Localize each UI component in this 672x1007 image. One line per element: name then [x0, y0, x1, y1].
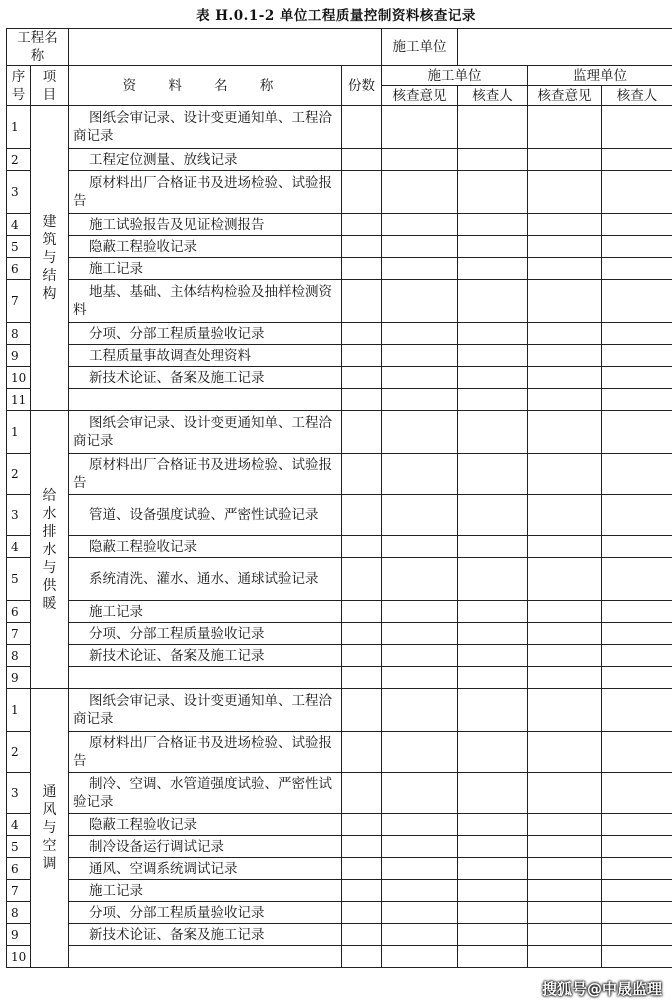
table-row	[7, 236, 672, 258]
doc-name-cell	[69, 902, 342, 924]
doc-name-text: 新技术论证、备案及施工记录	[89, 647, 265, 664]
quality-control-table	[6, 28, 672, 968]
row-number: 2	[7, 149, 31, 171]
supervision-opinion-cell[interactable]	[528, 667, 602, 689]
doc-name-cell	[69, 280, 342, 323]
construction-reviewer-cell[interactable]	[458, 106, 528, 149]
construction-reviewer-cell[interactable]	[458, 773, 528, 814]
copies-cell[interactable]	[342, 689, 382, 732]
construction-opinion-cell[interactable]	[382, 389, 458, 411]
construction-opinion-cell[interactable]	[382, 106, 458, 149]
construction-reviewer-cell[interactable]	[458, 902, 528, 924]
supervision-opinion-cell[interactable]	[528, 214, 602, 236]
table-row	[7, 149, 672, 171]
copies-cell[interactable]	[342, 946, 382, 968]
supervision-reviewer-cell[interactable]	[602, 536, 672, 558]
construction-opinion-cell[interactable]	[382, 280, 458, 323]
construction-reviewer-cell[interactable]	[458, 689, 528, 732]
construction-opinion-cell[interactable]	[382, 880, 458, 902]
row-number: 6	[7, 258, 31, 280]
row-number: 6	[7, 858, 31, 880]
table-row	[7, 924, 672, 946]
supervision-opinion-cell[interactable]	[528, 858, 602, 880]
table-row	[7, 814, 672, 836]
supervision-opinion-cell[interactable]	[528, 323, 602, 345]
doc-name-text	[73, 392, 89, 408]
section-name	[31, 411, 69, 689]
doc-name-cell	[69, 946, 342, 968]
construction-reviewer-cell[interactable]	[458, 732, 528, 773]
copies-cell[interactable]	[342, 214, 382, 236]
construction-opinion-cell[interactable]	[382, 323, 458, 345]
supervision-reviewer-cell[interactable]	[602, 345, 672, 367]
row-number: 7	[7, 880, 31, 902]
construction-opinion-cell[interactable]	[382, 946, 458, 968]
table-row	[7, 345, 672, 367]
supervision-reviewer-cell[interactable]	[602, 454, 672, 495]
supervision-reviewer-cell[interactable]	[602, 601, 672, 623]
doc-name-cell	[69, 689, 342, 732]
supervision-review-opinion-header: 核查意见	[528, 86, 602, 106]
construction-opinion-cell[interactable]	[382, 367, 458, 389]
project-info-row	[7, 29, 672, 66]
copies-cell[interactable]	[342, 149, 382, 171]
copies-cell[interactable]	[342, 236, 382, 258]
construction-reviewer-cell[interactable]	[458, 880, 528, 902]
row-number: 4	[7, 536, 31, 558]
doc-name-cell	[69, 411, 342, 454]
copies-cell[interactable]	[342, 667, 382, 689]
supervision-reviewer-cell[interactable]	[602, 367, 672, 389]
supervision-opinion-cell[interactable]	[528, 149, 602, 171]
table-row	[7, 454, 672, 495]
row-number: 6	[7, 601, 31, 623]
doc-name-cell	[69, 924, 342, 946]
construction-opinion-cell[interactable]	[382, 411, 458, 454]
supervision-opinion-cell[interactable]	[528, 345, 602, 367]
supervision-reviewer-cell[interactable]	[602, 149, 672, 171]
supervision-reviewer-cell[interactable]	[602, 946, 672, 968]
table-row	[7, 495, 672, 536]
doc-name-text: 图纸会审记录、设计变更通知单、工程洽商记录	[73, 693, 332, 727]
construction-opinion-cell[interactable]	[382, 214, 458, 236]
doc-name-cell	[69, 171, 342, 214]
doc-name-cell	[69, 389, 342, 411]
row-number: 3	[7, 773, 31, 814]
construction-opinion-cell[interactable]	[382, 601, 458, 623]
section-name-text: 通风与空调	[42, 784, 57, 872]
doc-name-cell	[69, 149, 342, 171]
construction-opinion-cell[interactable]	[382, 773, 458, 814]
row-number: 7	[7, 280, 31, 323]
doc-name-text: 工程质量事故调查处理资料	[89, 347, 251, 364]
doc-name-cell	[69, 495, 342, 536]
construction-reviewer-cell[interactable]	[458, 411, 528, 454]
supervision-reviewer-cell[interactable]	[602, 411, 672, 454]
construction-reviewer-cell[interactable]	[458, 149, 528, 171]
construction-reviewer-cell[interactable]	[458, 924, 528, 946]
doc-name-cell	[69, 558, 342, 601]
supervision-reviewer-cell[interactable]	[602, 236, 672, 258]
supervision-opinion-cell[interactable]	[528, 623, 602, 645]
supervision-opinion-cell[interactable]	[528, 880, 602, 902]
copies-cell[interactable]	[342, 836, 382, 858]
doc-name-text: 地基、基础、主体结构检验及抽样检测资料	[73, 284, 332, 318]
doc-name-text: 新技术论证、备案及施工记录	[89, 926, 265, 943]
construction-opinion-cell[interactable]	[382, 536, 458, 558]
supervision-reviewer-cell[interactable]	[602, 773, 672, 814]
construction-opinion-cell[interactable]	[382, 732, 458, 773]
supervision-opinion-cell[interactable]	[528, 411, 602, 454]
copies-cell[interactable]	[342, 171, 382, 214]
construction-reviewer-cell[interactable]	[458, 367, 528, 389]
doc-name-text: 管道、设备强度试验、严密性试验记录	[89, 507, 319, 523]
construction-reviewer-cell[interactable]	[458, 345, 528, 367]
construction-opinion-cell[interactable]	[382, 149, 458, 171]
table-row	[7, 171, 672, 214]
doc-name-cell	[69, 367, 342, 389]
supervision-reviewer-cell[interactable]	[602, 836, 672, 858]
section-name-text: 建筑与结构	[42, 214, 57, 302]
doc-name-text: 原材料出厂合格证书及进场检验、试验报告	[73, 457, 332, 491]
copies-cell[interactable]	[342, 902, 382, 924]
table-row	[7, 214, 672, 236]
construction-reviewer-cell[interactable]	[458, 171, 528, 214]
table-row	[7, 323, 672, 345]
construction-opinion-cell[interactable]	[382, 495, 458, 536]
construction-opinion-cell[interactable]	[382, 689, 458, 732]
doc-name-cell	[69, 601, 342, 623]
row-number: 8	[7, 323, 31, 345]
doc-name-text	[73, 949, 89, 965]
doc-name-cell	[69, 536, 342, 558]
construction-reviewer-cell[interactable]	[458, 214, 528, 236]
construction-reviewer-cell[interactable]	[458, 623, 528, 645]
doc-name-cell	[69, 732, 342, 773]
supervision-reviewer-cell[interactable]	[602, 558, 672, 601]
construction-opinion-cell[interactable]	[382, 345, 458, 367]
construction-opinion-cell[interactable]	[382, 454, 458, 495]
supervision-opinion-cell[interactable]	[528, 536, 602, 558]
doc-name-text: 隐蔽工程验收记录	[89, 238, 197, 255]
supervision-opinion-cell[interactable]	[528, 902, 602, 924]
copies-cell[interactable]	[342, 258, 382, 280]
table-row	[7, 623, 672, 645]
table-row	[7, 858, 672, 880]
table-row	[7, 258, 672, 280]
table-row	[7, 836, 672, 858]
copies-cell[interactable]	[342, 601, 382, 623]
watermark: 搜狐号@中晟监理	[541, 980, 662, 998]
construction-reviewer-cell[interactable]	[458, 836, 528, 858]
supervision-reviewer-cell[interactable]	[602, 902, 672, 924]
row-number: 3	[7, 495, 31, 536]
project-name-label: 工程名称	[7, 29, 69, 66]
row-number: 9	[7, 667, 31, 689]
doc-name-text: 制冷、空调、水管道强度试验、严密性试验记录	[73, 776, 332, 810]
doc-name-text: 图纸会审记录、设计变更通知单、工程洽商记录	[73, 415, 332, 449]
supervision-opinion-cell[interactable]	[528, 836, 602, 858]
construction-reviewer-cell[interactable]	[458, 601, 528, 623]
row-number: 7	[7, 623, 31, 645]
doc-name-cell	[69, 323, 342, 345]
construction-opinion-cell[interactable]	[382, 645, 458, 667]
doc-name-text: 制冷设备运行调试记录	[89, 838, 224, 855]
table-row	[7, 773, 672, 814]
supervision-opinion-cell[interactable]	[528, 814, 602, 836]
supervision-opinion-cell[interactable]	[528, 367, 602, 389]
row-number: 5	[7, 236, 31, 258]
table-row	[7, 902, 672, 924]
row-number: 9	[7, 345, 31, 367]
construction-reviewer-cell[interactable]	[458, 946, 528, 968]
table-row	[7, 389, 672, 411]
supervision-reviewer-cell[interactable]	[602, 858, 672, 880]
row-number: 1	[7, 411, 31, 454]
doc-name-text: 原材料出厂合格证书及进场检验、试验报告	[73, 735, 332, 769]
doc-name-cell	[69, 814, 342, 836]
construction-reviewer-cell[interactable]	[458, 280, 528, 323]
doc-name-text: 施工记录	[89, 260, 143, 277]
row-number: 5	[7, 836, 31, 858]
doc-name-text: 分项、分部工程质量验收记录	[89, 325, 265, 342]
table-row	[7, 536, 672, 558]
doc-name-text: 施工记录	[89, 882, 143, 899]
row-number: 11	[7, 389, 31, 411]
supervision-opinion-cell[interactable]	[528, 106, 602, 149]
doc-name-text: 通风、空调系统调试记录	[89, 860, 238, 877]
doc-name-cell	[69, 836, 342, 858]
construction-reviewer-header: 核查人	[458, 86, 528, 106]
construction-reviewer-cell[interactable]	[458, 667, 528, 689]
row-number: 2	[7, 454, 31, 495]
table-row	[7, 645, 672, 667]
copies-cell[interactable]	[342, 536, 382, 558]
copies-cell[interactable]	[342, 924, 382, 946]
construction-reviewer-cell[interactable]	[458, 858, 528, 880]
doc-name-text: 分项、分部工程质量验收记录	[89, 904, 265, 921]
section-name	[31, 689, 69, 968]
doc-name-text: 原材料出厂合格证书及进场检验、试验报告	[73, 175, 332, 209]
construction-opinion-cell[interactable]	[382, 236, 458, 258]
construction-review-opinion-header: 核查意见	[382, 86, 458, 106]
construction-group-header: 施工单位	[382, 66, 528, 86]
table-row	[7, 667, 672, 689]
doc-name-text	[73, 670, 89, 686]
supervision-reviewer-cell[interactable]	[602, 106, 672, 149]
copies-cell[interactable]	[342, 732, 382, 773]
row-number: 4	[7, 814, 31, 836]
copies-cell[interactable]	[342, 367, 382, 389]
table-row	[7, 367, 672, 389]
construction-opinion-cell[interactable]	[382, 667, 458, 689]
construction-opinion-cell[interactable]	[382, 858, 458, 880]
doc-name-text: 施工试验报告及见证检测报告	[89, 216, 265, 233]
doc-name-cell	[69, 345, 342, 367]
supervision-reviewer-cell[interactable]	[602, 667, 672, 689]
row-number: 5	[7, 558, 31, 601]
project-name-value[interactable]	[69, 29, 382, 66]
doc-name-text: 分项、分部工程质量验收记录	[89, 625, 265, 642]
doc-name-cell	[69, 454, 342, 495]
construction-opinion-cell[interactable]	[382, 814, 458, 836]
supervision-reviewer-cell[interactable]	[602, 389, 672, 411]
item-header: 项目	[31, 66, 69, 106]
row-number: 1	[7, 689, 31, 732]
doc-name-cell	[69, 106, 342, 149]
copies-cell[interactable]	[342, 411, 382, 454]
copies-cell[interactable]	[342, 280, 382, 323]
table-row	[7, 280, 672, 323]
row-number: 4	[7, 214, 31, 236]
copies-cell[interactable]	[342, 558, 382, 601]
construction-reviewer-cell[interactable]	[458, 536, 528, 558]
construction-opinion-cell[interactable]	[382, 558, 458, 601]
supervision-reviewer-cell[interactable]	[602, 258, 672, 280]
construction-reviewer-cell[interactable]	[458, 495, 528, 536]
supervision-opinion-cell[interactable]	[528, 171, 602, 214]
copies-cell[interactable]	[342, 645, 382, 667]
doc-name-cell	[69, 880, 342, 902]
table-row	[7, 411, 672, 454]
table-row	[7, 732, 672, 773]
supervision-opinion-cell[interactable]	[528, 601, 602, 623]
doc-name-cell	[69, 773, 342, 814]
supervision-opinion-cell[interactable]	[528, 924, 602, 946]
table-row	[7, 946, 672, 968]
supervision-opinion-cell[interactable]	[528, 389, 602, 411]
construction-unit-value[interactable]	[458, 29, 672, 66]
supervision-reviewer-cell[interactable]	[602, 495, 672, 536]
copies-cell[interactable]	[342, 858, 382, 880]
doc-name-cell	[69, 258, 342, 280]
copies-cell[interactable]	[342, 345, 382, 367]
supervision-reviewer-cell[interactable]	[602, 623, 672, 645]
supervision-opinion-cell[interactable]	[528, 280, 602, 323]
construction-opinion-cell[interactable]	[382, 836, 458, 858]
supervision-opinion-cell[interactable]	[528, 946, 602, 968]
doc-name-cell	[69, 858, 342, 880]
row-number: 10	[7, 367, 31, 389]
construction-reviewer-cell[interactable]	[458, 558, 528, 601]
copies-cell[interactable]	[342, 495, 382, 536]
construction-opinion-cell[interactable]	[382, 902, 458, 924]
copies-cell[interactable]	[342, 323, 382, 345]
doc-name-text: 图纸会审记录、设计变更通知单、工程洽商记录	[73, 110, 332, 144]
doc-name-text: 系统清洗、灌水、通水、通球试验记录	[89, 571, 319, 587]
supervision-reviewer-cell[interactable]	[602, 645, 672, 667]
supervision-reviewer-cell[interactable]	[602, 732, 672, 773]
supervision-reviewer-cell[interactable]	[602, 214, 672, 236]
copies-cell[interactable]	[342, 389, 382, 411]
construction-reviewer-cell[interactable]	[458, 814, 528, 836]
row-number: 10	[7, 946, 31, 968]
construction-opinion-cell[interactable]	[382, 258, 458, 280]
supervision-opinion-cell[interactable]	[528, 558, 602, 601]
doc-name-text: 隐蔽工程验收记录	[89, 816, 197, 833]
construction-reviewer-cell[interactable]	[458, 323, 528, 345]
row-number: 9	[7, 924, 31, 946]
construction-reviewer-cell[interactable]	[458, 454, 528, 495]
construction-reviewer-cell[interactable]	[458, 389, 528, 411]
doc-name-text: 隐蔽工程验收记录	[89, 538, 197, 555]
seq-header: 序号	[7, 66, 31, 106]
copies-cell[interactable]	[342, 454, 382, 495]
doc-name-header: 资 料 名 称	[69, 66, 342, 106]
doc-name-cell	[69, 667, 342, 689]
supervision-reviewer-cell[interactable]	[602, 880, 672, 902]
supervision-opinion-cell[interactable]	[528, 454, 602, 495]
supervision-opinion-cell[interactable]	[528, 258, 602, 280]
supervision-opinion-cell[interactable]	[528, 732, 602, 773]
table-row	[7, 601, 672, 623]
row-number: 3	[7, 171, 31, 214]
construction-unit-label: 施工单位	[382, 29, 458, 66]
construction-reviewer-cell[interactable]	[458, 236, 528, 258]
row-number: 8	[7, 645, 31, 667]
copies-cell[interactable]	[342, 623, 382, 645]
copies-cell[interactable]	[342, 773, 382, 814]
construction-opinion-cell[interactable]	[382, 623, 458, 645]
header-row-1	[7, 66, 672, 86]
table-row	[7, 106, 672, 149]
construction-reviewer-cell[interactable]	[458, 258, 528, 280]
row-number: 2	[7, 732, 31, 773]
doc-name-cell	[69, 645, 342, 667]
doc-name-cell	[69, 623, 342, 645]
section-name-text: 给水排水与供暖	[42, 487, 57, 612]
construction-reviewer-cell[interactable]	[458, 645, 528, 667]
doc-name-text: 施工记录	[89, 603, 143, 620]
copies-cell[interactable]	[342, 880, 382, 902]
supervision-reviewer-cell[interactable]	[602, 171, 672, 214]
supervision-reviewer-cell[interactable]	[602, 814, 672, 836]
construction-opinion-cell[interactable]	[382, 924, 458, 946]
supervision-reviewer-cell[interactable]	[602, 924, 672, 946]
supervision-opinion-cell[interactable]	[528, 645, 602, 667]
supervision-opinion-cell[interactable]	[528, 236, 602, 258]
table-title: 表 H.0.1-2 单位工程质量控制资料核查记录	[196, 8, 476, 24]
copies-cell[interactable]	[342, 814, 382, 836]
construction-opinion-cell[interactable]	[382, 171, 458, 214]
table-row	[7, 880, 672, 902]
supervision-reviewer-cell[interactable]	[602, 323, 672, 345]
doc-name-cell	[69, 214, 342, 236]
supervision-reviewer-cell[interactable]	[602, 689, 672, 732]
doc-name-text: 工程定位测量、放线记录	[89, 151, 238, 168]
supervision-reviewer-cell[interactable]	[602, 280, 672, 323]
doc-name-text: 新技术论证、备案及施工记录	[89, 369, 265, 386]
supervision-opinion-cell[interactable]	[528, 773, 602, 814]
supervision-opinion-cell[interactable]	[528, 689, 602, 732]
supervision-opinion-cell[interactable]	[528, 495, 602, 536]
copies-cell[interactable]	[342, 106, 382, 149]
doc-name-cell	[69, 236, 342, 258]
supervision-reviewer-header: 核查人	[602, 86, 672, 106]
supervision-group-header: 监理单位	[528, 66, 672, 86]
section-name	[31, 106, 69, 411]
table-row	[7, 689, 672, 732]
row-number: 8	[7, 902, 31, 924]
copies-header: 份数	[342, 66, 382, 106]
row-number: 1	[7, 106, 31, 149]
table-row	[7, 558, 672, 601]
